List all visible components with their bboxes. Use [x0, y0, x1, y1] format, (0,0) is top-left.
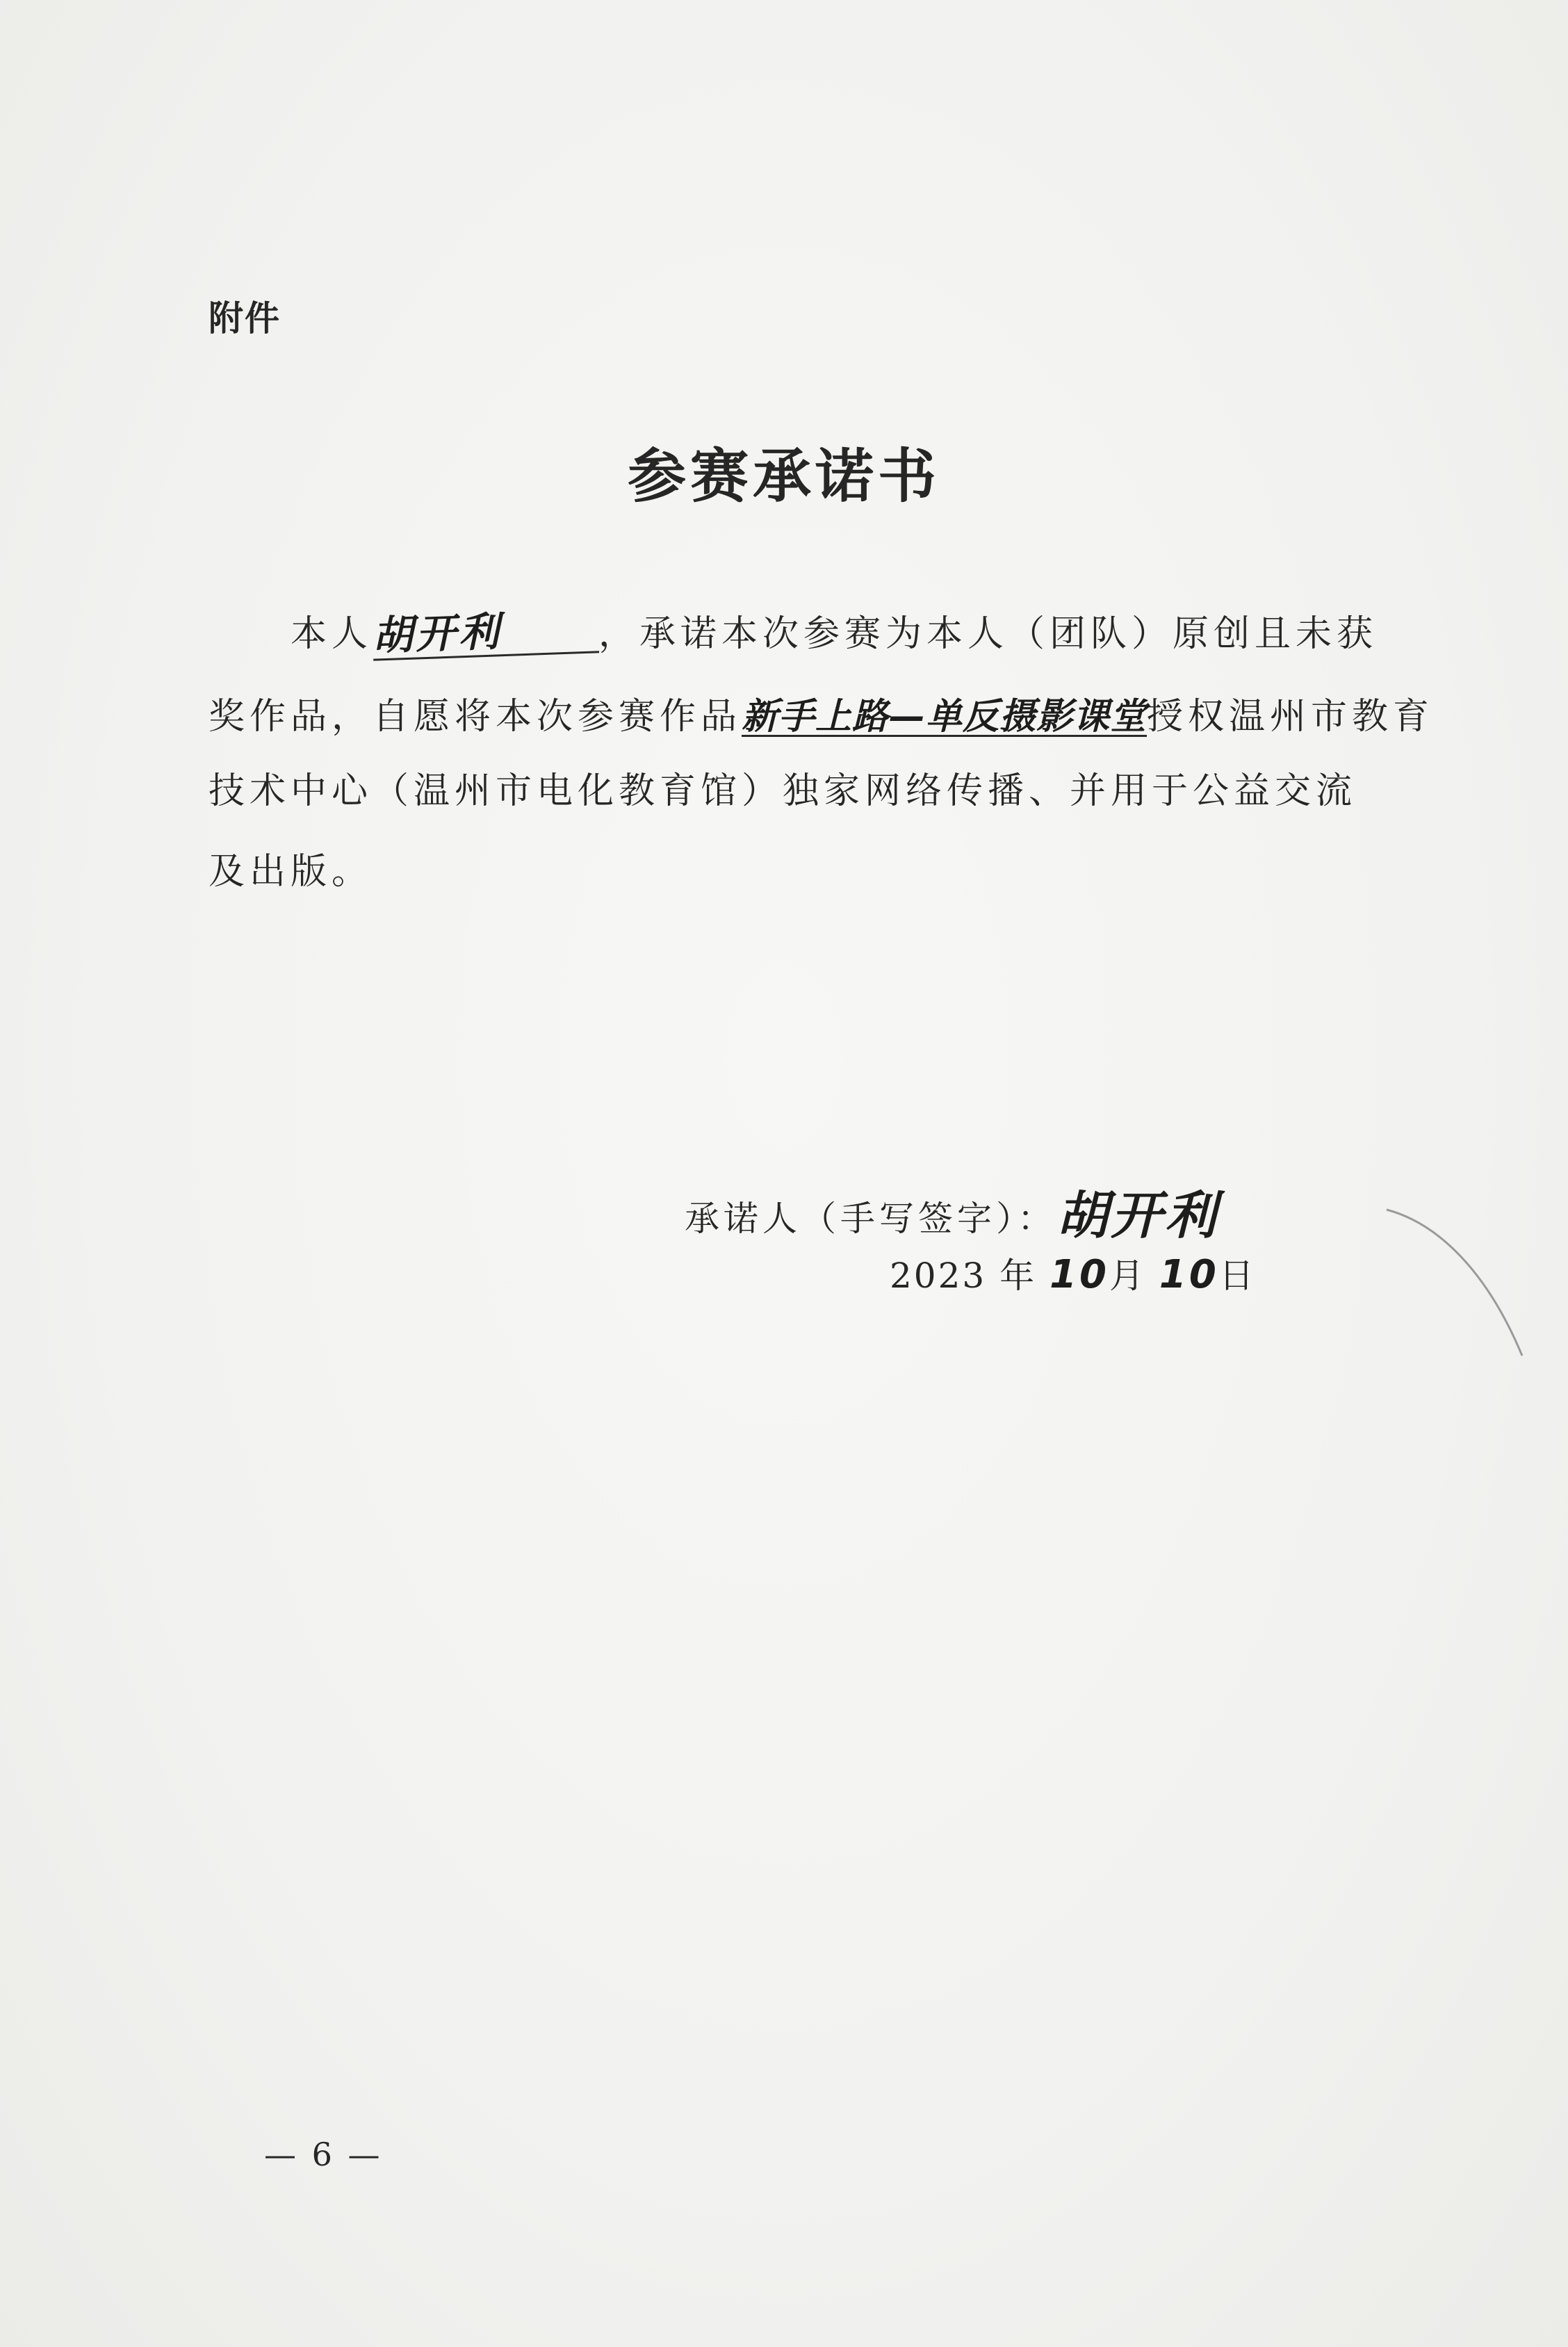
line2-suffix: 授权温州市教育	[1147, 696, 1435, 738]
pencil-mark	[1383, 1196, 1543, 1363]
line2-prefix: 奖作品，自愿将本次参赛作品	[209, 696, 742, 738]
line1-suffix: ，承诺本次参赛为本人（团队）原创且未获	[598, 613, 1378, 655]
document-title: 参赛承诺书	[627, 441, 940, 510]
date-month-unit: 月	[1109, 1256, 1146, 1296]
handwritten-work-title-field: 新手上路—单反摄影课堂	[742, 696, 1148, 738]
pledger-signature-line	[685, 1175, 1219, 1249]
date-day-unit: 日	[1218, 1256, 1256, 1296]
date-year: 2023	[890, 1256, 987, 1296]
date-year-unit: 年	[999, 1256, 1037, 1296]
pledge-line-2	[209, 696, 1435, 738]
page-number: — 6 —	[264, 2136, 383, 2173]
signature-label: 承诺人（手写签字）：	[685, 1199, 1056, 1239]
line1-prefix: 本人	[291, 613, 373, 655]
pledge-line-3: 技术中心（温州市电化教育馆）独家网络传播、并用于公益交流	[209, 770, 1357, 812]
handwritten-name-field: 胡开利	[372, 608, 599, 660]
pledge-line-1	[291, 608, 1472, 660]
date-line	[890, 1248, 1256, 1298]
handwritten-signature: 胡开利	[1056, 1186, 1219, 1246]
pledge-line-4: 及出版。	[209, 851, 373, 893]
date-day-handwritten: 10	[1159, 1252, 1219, 1297]
date-month-handwritten: 10	[1050, 1252, 1109, 1297]
attachment-label: 附件	[209, 298, 281, 339]
